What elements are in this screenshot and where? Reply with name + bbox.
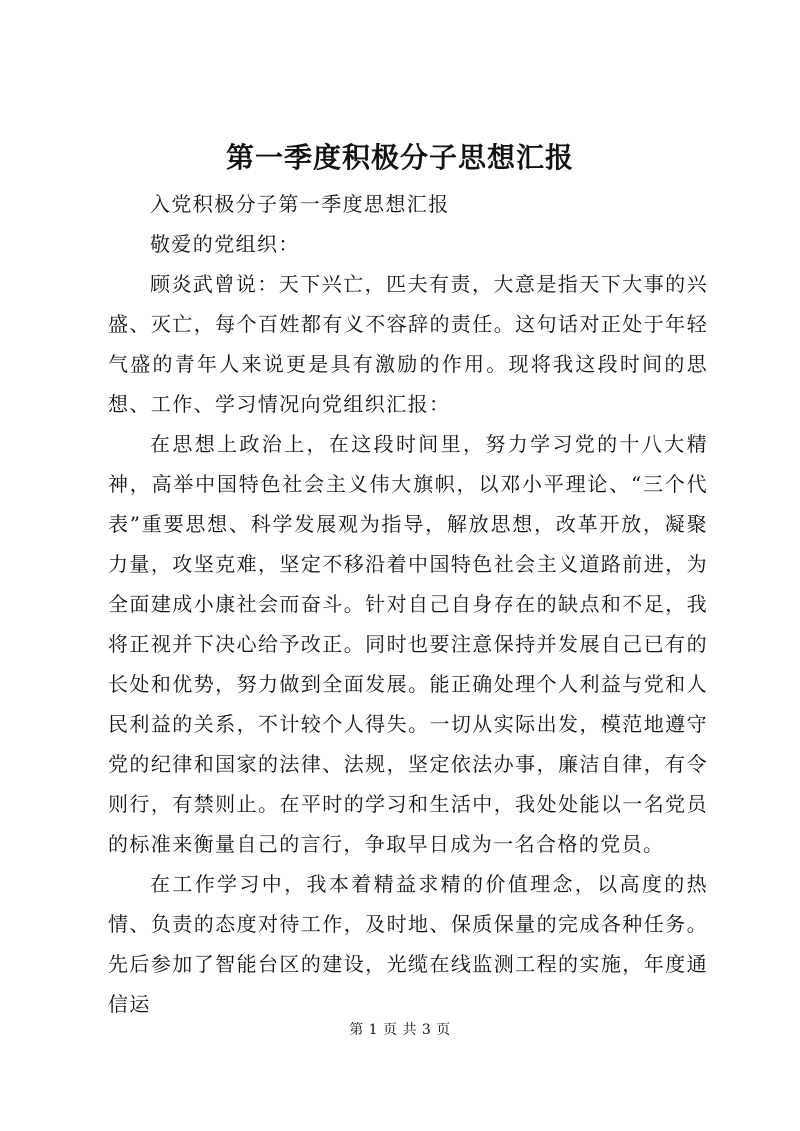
ideology-paragraph: 在思想上政治上，在这段时间里，努力学习党的十八大精神，高举中国特色社会主义伟大旗帜，以邓小平理论、“三个代表”重要思想、科学发展观为指导，解放思想，改革开放，凝聚力量，攻坚克难，坚定不移沿着中国特色社会主义道路前进，为全面建成小康社会而奋斗。针对自己自身存在的缺点和不足，我将正视并下决心给予改正。同时也要注意保持并发展自己已有的长处和优势，努力做到全面发展。能正确处理个人利益与党和人民利益的关系，不计较个人得失。一切从实际出发，模范地遵守党的纪律和国家的法律、法规，坚定依法办事，廉洁自律，有令则行，有禁则止。在平时的学习和生活中，我处处能以一名党员的标准来衡量自己的言行，争取早日成为一名合格的党员。: [108, 432, 708, 856]
page-number-footer: 第 1 页 共 3 页: [349, 1022, 451, 1038]
document-title: 第一季度积极分子思想汇报: [225, 141, 574, 174]
document-body: [108, 184, 708, 1024]
intro-paragraph: 顾炎武曾说：天下兴亡，匹夫有责，大意是指天下大事的兴盛、灭亡，每个百姓都有义不容辞的责任。这句话对正处于年轻气盛的青年人来说更是具有激励的作用。现将我这段时间的思想、工作、学习情况向党组织汇报：: [108, 272, 708, 416]
work-study-paragraph: 在工作学习中，我本着精益求精的价值理念，以高度的热情、负责的态度对待工作，及时地、保质保量的完成各种任务。先后参加了智能台区的建设，光缆在线监测工程的实施，年度通信运: [108, 872, 708, 1016]
salutation-paragraph: 敬爱的党组织：: [150, 232, 300, 256]
subtitle-paragraph: 入党积极分子第一季度思想汇报: [150, 192, 450, 216]
